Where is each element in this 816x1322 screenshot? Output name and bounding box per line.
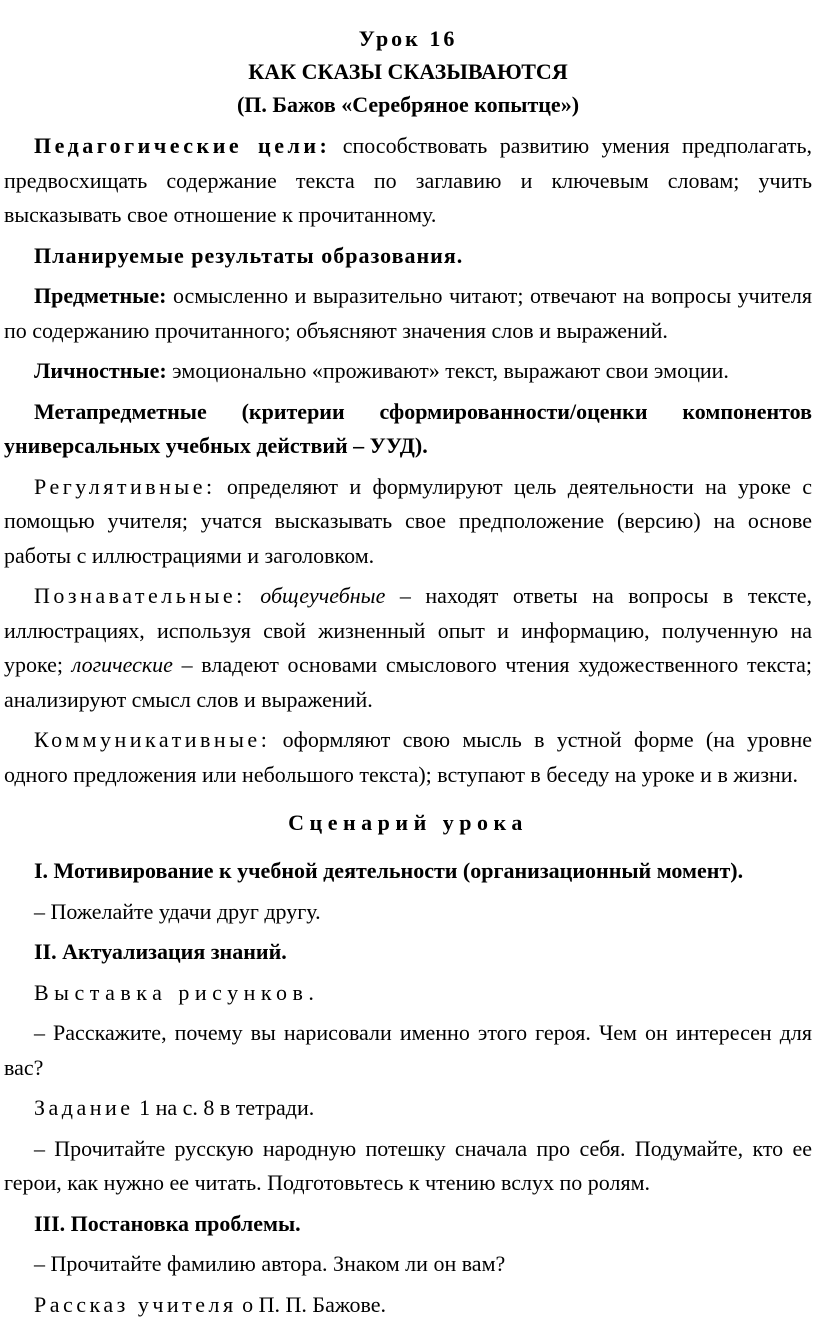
section-2-exhibit <box>0 976 816 1011</box>
story-text: о П. П. Бажове. <box>237 1292 386 1317</box>
cognitive-text-2: – владеют основами смыслового чтения художественного текста; анализируют смысл слов и выражений. <box>4 652 812 712</box>
section-2-read: – Прочитайте русскую народную потешку сначала про себя. Подумайте, кто ее герои, как нужно ее читать. Подготовьтесь к чтению вслух по ролям. <box>0 1132 816 1201</box>
scenario-heading: Сценарий урока <box>0 806 816 840</box>
lesson-title: КАК СКАЗЫ СКАЗЫВАЮТСЯ <box>0 55 816 88</box>
communicative-text: оформляют свою мысль в устной форме (на уровне одного предложения или небольшого текста); вступают в беседу на уроке и в жизни. <box>4 727 812 787</box>
section-2-task <box>0 1091 816 1126</box>
cognitive-text-1: – находят ответы на вопросы в тексте, иллюстрациях, используя свой жизненный опыт и информацию, полученную на уроке; <box>4 583 812 677</box>
section-2-heading: II. Актуализация знаний. <box>0 935 816 970</box>
personal-text: эмоционально «проживают» текст, выражают свои эмоции. <box>167 358 729 383</box>
goals-text: способствовать развитию умения предполагать, предвосхищать содержание текста по заглавию и ключевым словам; учить высказывать свое отношение к прочитанному. <box>4 133 812 227</box>
regulatory-paragraph <box>0 470 816 574</box>
lesson-number: Урок 16 <box>0 22 816 55</box>
communicative-paragraph <box>0 723 816 792</box>
lesson-subtitle: (П. Бажов «Серебряное копытце») <box>0 88 816 121</box>
section-3-story <box>0 1288 816 1322</box>
goals-label: Педагогические цели: <box>34 133 330 158</box>
personal-label: Личностные: <box>34 358 167 383</box>
communicative-label: Коммуникативные: <box>34 727 270 752</box>
regulatory-label: Регулятивные: <box>34 474 216 499</box>
story-label: Рассказ учителя <box>34 1292 237 1317</box>
exhibit-label: Выставка рисунков. <box>34 980 319 1005</box>
goals-paragraph <box>0 129 816 233</box>
regulatory-text: определяют и формулируют цель деятельности на уроке с помощью учителя; учатся высказывать свое предположение (версию) на основе работы с иллюстрациями и заголовком. <box>4 474 812 568</box>
meta-heading: Метапредметные (критерии сформированности/оценки компонентов универсальных учебных действий – УУД). <box>0 395 816 464</box>
cognitive-paragraph <box>0 579 816 717</box>
personal-paragraph <box>0 354 816 389</box>
section-3-heading: III. Постановка проблемы. <box>0 1207 816 1242</box>
task-text: 1 на с. 8 в тетради. <box>134 1095 315 1120</box>
subject-label: Предметные: <box>34 283 166 308</box>
results-heading: Планируемые результаты образования. <box>0 239 816 274</box>
subject-paragraph <box>0 279 816 348</box>
task-label: Задание <box>34 1095 134 1120</box>
cognitive-label: Познавательные: <box>34 583 246 608</box>
cognitive-logical: логические <box>72 652 173 677</box>
section-3-line: – Прочитайте фамилию автора. Знаком ли он вам? <box>0 1247 816 1282</box>
cognitive-general: общеучебные <box>260 583 385 608</box>
section-2-question: – Расскажите, почему вы нарисовали именно этого героя. Чем он интересен для вас? <box>0 1016 816 1085</box>
section-1-heading: I. Мотивирование к учебной деятельности (организационный момент). <box>0 854 816 889</box>
section-1-line: – Пожелайте удачи друг другу. <box>0 895 816 930</box>
subject-text: осмысленно и выразительно читают; отвечают на вопросы учителя по содержанию прочитанного; объясняют значения слов и выражений. <box>4 283 812 343</box>
